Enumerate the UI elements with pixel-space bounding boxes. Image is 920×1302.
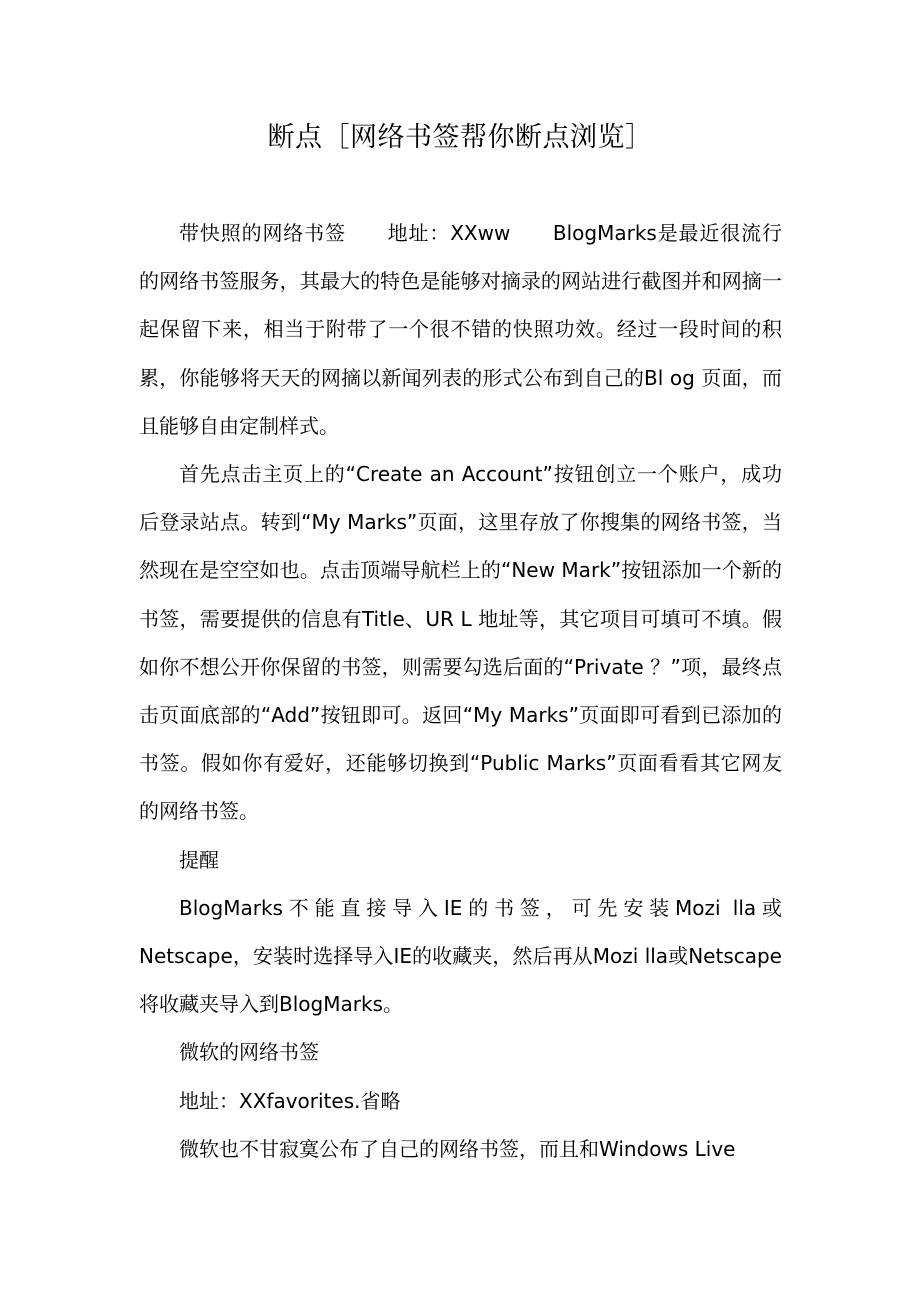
paragraph-tip-body: BlogMarks不能直接导入IE的书签，可先安装Mozi lla或Netscape，安装时选择导入IE的收藏夹，然后再从Mozi lla或Netscape将收藏夹导入到BlogMarks。: [139, 895, 782, 1017]
document-body: [139, 209, 782, 1173]
paragraph-blogmarks-intro: 带快照的网络书签 地址：XXww BlogMarks是最近很流行的网络书签服务，其最大的特色是能够对摘录的网站进行截图并和网摘一起保留下来，相当于附带了一个很不错的快照功效。经过一段时间的积累，你能够将天天的网摘以新闻列表的形式公布到自己的Bl og 页面，而且能够自由定制样式。: [139, 221, 782, 438]
paragraph-blogmarks-howto: 首先点击主页上的“Create an Account”按钮创立一个账户，成功后登录站点。转到“My Marks”页面，这里存放了你搜集的网络书签，当然现在是空空如也。点击顶端导航栏上的“New Mark”按钮添加一个新的书签，需要提供的信息有Title、UR L 地址等，其它项目可填可不填。假如你不想公开你保留的书签，则需要勾选后面的“Private ？”项，最终点击页面底部的“Add”按钮即可。返回“My Marks”页面即可看到已添加的书签。假如你有爱好，还能够切换到“Public Marks”页面看看其它网友的网络书签。: [139, 462, 782, 824]
document-title: 断点［网络书签帮你断点浏览］: [267, 122, 653, 153]
paragraph-microsoft-body: 微软也不甘寂寞公布了自己的网络书签，而且和Windows Live: [179, 1136, 736, 1161]
paragraph-microsoft-address: 地址：XXfavorites.省略: [179, 1088, 401, 1113]
paragraph-tip-heading: 提醒: [179, 847, 219, 872]
paragraph-microsoft-heading: 微软的网络书签: [179, 1040, 319, 1065]
